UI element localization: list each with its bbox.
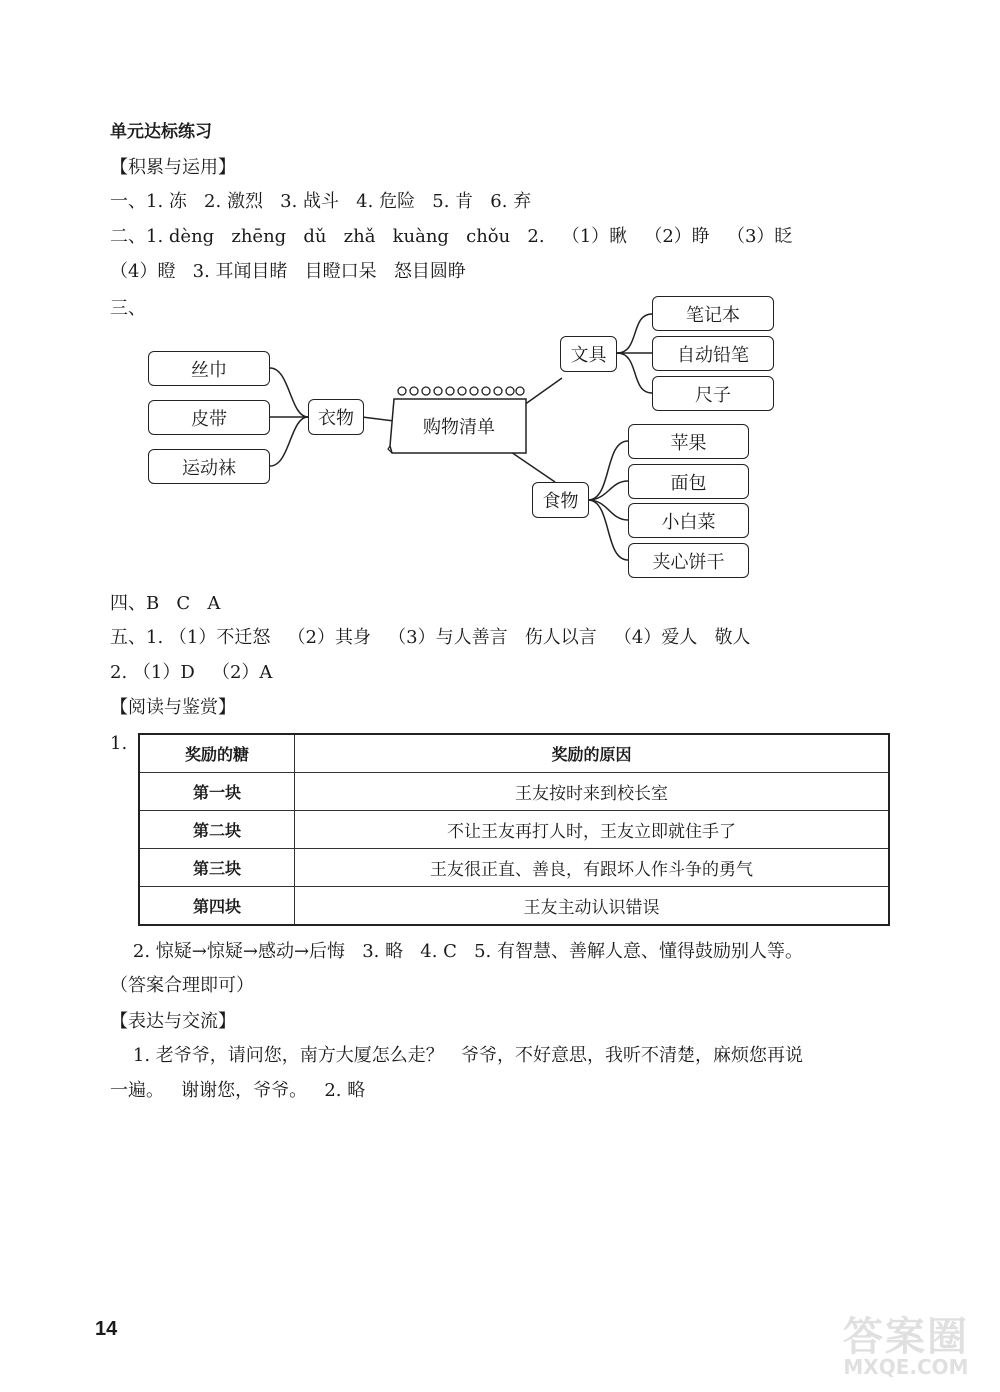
table-row: [139, 773, 889, 811]
reward-table: [138, 733, 890, 926]
answer-q1: 一、1. 冻 2. 激烈 3. 战斗 4. 危险 5. 肯 6. 弃: [110, 191, 532, 212]
mindmap-clothes-item: 丝巾: [148, 351, 270, 386]
mindmap-food-item: 面包: [628, 464, 749, 499]
watermark-url: MXQE.COM: [843, 1355, 969, 1379]
reading-q2-line1: 2. 惊疑→惊疑→感动→后悔 3. 略 4. C 5. 有智慧、善解人意、懂得鼓励别人等。: [110, 941, 803, 962]
table-cell: 王友主动认识错误: [295, 887, 890, 926]
expression-q1-line1: 1. 老爷爷，请问您，南方大厦怎么走？ 爷爷，不好意思，我听不清楚，麻烦您再说: [110, 1045, 803, 1066]
answer-q4: 四、B C A: [110, 593, 221, 614]
table-header-cell: 奖励的糖: [139, 734, 295, 773]
mindmap-food-item: 苹果: [628, 424, 749, 459]
reading-q1-number: 1.: [110, 733, 128, 754]
table-cell: 第二块: [139, 811, 295, 849]
mindmap-center-node: 购物清单: [423, 417, 495, 438]
table-cell: 王友按时来到校长室: [295, 773, 890, 811]
table-cell: 第四块: [139, 887, 295, 926]
watermark-logo: 答案圈: [843, 1314, 969, 1360]
page-number: 14: [95, 1318, 118, 1340]
mindmap-food-node: 食物: [532, 482, 589, 518]
answer-q3-label: 三、: [110, 298, 146, 319]
table-cell: 第三块: [139, 849, 295, 887]
section-title-accumulation: 【积累与运用】: [110, 157, 236, 178]
table-cell: 不让王友再打人时，王友立即就住手了: [295, 811, 890, 849]
table-header-row: [139, 734, 889, 773]
reading-q2-line2: （答案合理即可）: [110, 975, 254, 996]
mindmap-clothes-node: 衣物: [308, 399, 364, 435]
mindmap-clothes-item: 皮带: [148, 400, 270, 435]
answer-q2-line1: 二、1. dèng zhēng dǔ zhǎ kuàng chǒu 2. （1）瞅 （2）睁 （3）眨: [110, 226, 793, 247]
table-row: [139, 849, 889, 887]
table-row: [139, 887, 889, 926]
mindmap-clothes-item: 运动袜: [148, 449, 270, 484]
answer-q2-line2: （4）瞪 3. 耳闻目睹 目瞪口呆 怒目圆睁: [110, 261, 466, 282]
table-row: [139, 811, 889, 849]
page-heading: 单元达标练习: [110, 122, 212, 142]
expression-q1-line2: 一遍。 谢谢您，爷爷。 2. 略: [110, 1080, 366, 1101]
mindmap-food-item: 夹心饼干: [628, 543, 749, 578]
mindmap-stationery-item: 自动铅笔: [652, 336, 774, 371]
table-cell: 王友很正直、善良，有跟坏人作斗争的勇气: [295, 849, 890, 887]
mindmap-food-item: 小白菜: [628, 503, 749, 538]
table-header-cell: 奖励的原因: [295, 734, 890, 773]
mindmap-stationery-item: 笔记本: [652, 296, 774, 331]
watermark: [826, 1305, 986, 1383]
section-title-reading: 【阅读与鉴赏】: [110, 697, 236, 718]
mindmap-stationery-item: 尺子: [652, 376, 774, 411]
answer-q5-line1: 五、1. （1）不迁怒 （2）其身 （3）与人善言 伤人以言 （4）爱人 敬人: [110, 627, 751, 648]
mindmap-stationery-node: 文具: [560, 336, 617, 372]
answer-q5-line2: 2. （1）D （2）A: [110, 662, 273, 683]
section-title-expression: 【表达与交流】: [110, 1011, 236, 1032]
table-cell: 第一块: [139, 773, 295, 811]
